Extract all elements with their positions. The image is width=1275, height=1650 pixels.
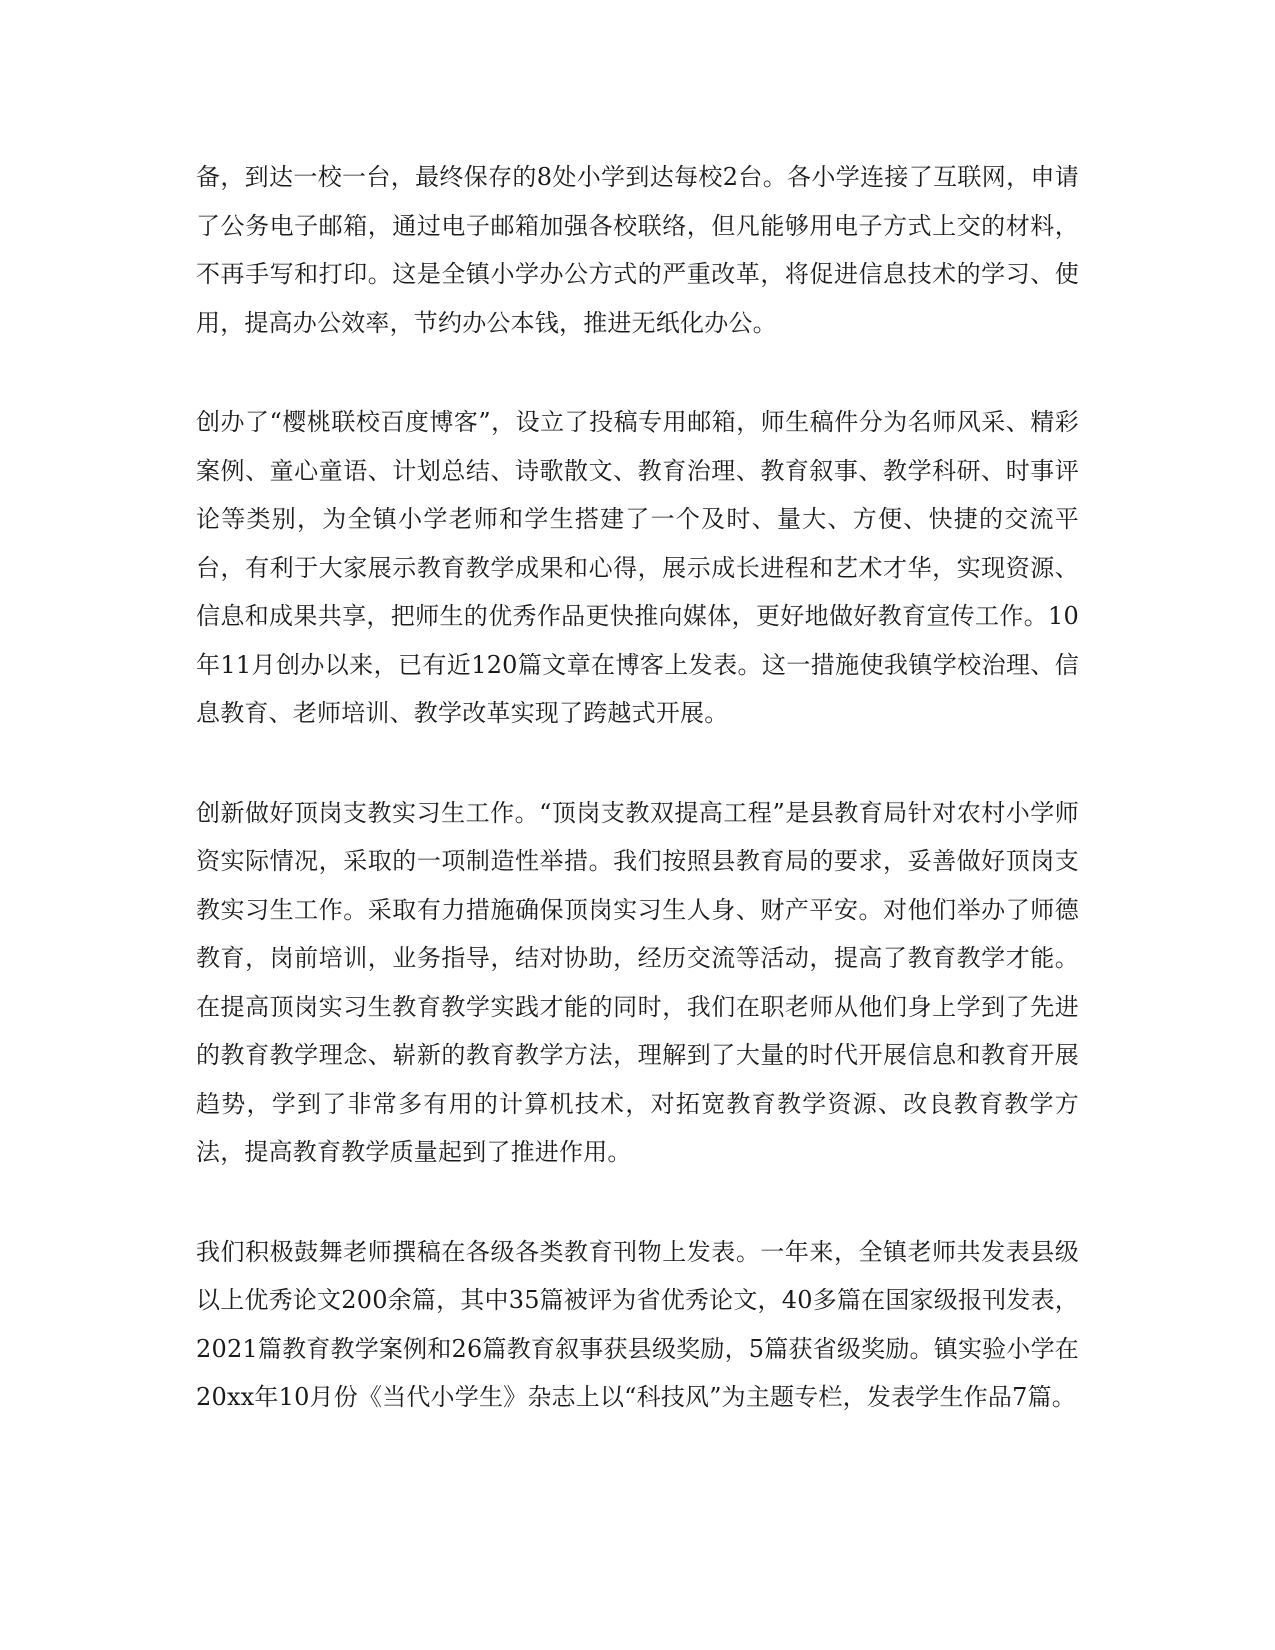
paragraph-3: 创新做好顶岗支教实习生工作。“顶岗支教双提高工程”是县教育局针对农村小学师资实际情况，采取的一项制造性举措。我们按照县教育局的要求，妥善做好顶岗支教实习生工作。采取有力措施确保顶岗实习生人身、财产平安。对他们举办了师德教育，岗前培训，业务指导，结对协助，经历交流等活动，提高了教育教学才能。在提高顶岗实习生教育教学实践才能的同时，我们在职老师从他们身上学到了先进的教育教学理念、崭新的教育教学方法，理解到了大量的时代开展信息和教育开展趋势，学到了非常多有用的计算机技术，对拓宽教育教学资源、改良教育教学方法，提高教育教学质量起到了推进作用。	[196, 798, 1079, 1166]
paragraph-2: 创办了“樱桃联校百度博客”，设立了投稿专用邮箱，师生稿件分为名师风采、精彩案例、童心童语、计划总结、诗歌散文、教育治理、教育叙事、教学科研、时事评论等类别，为全镇小学老师和学生搭建了一个及时、量大、方便、快捷的交流平台，有利于大家展示教育教学成果和心得，展示成长进程和艺术才华，实现资源、信息和成果共享，把师生的优秀作品更快推向媒体，更好地做好教育宣传工作。10年11月创办以来，已有近120篇文章在博客上发表。这一措施使我镇学校治理、信息教育、老师培训、教学改革实现了跨越式开展。	[196, 408, 1079, 727]
paragraph-4: 我们积极鼓舞老师撰稿在各级各类教育刊物上发表。一年来，全镇老师共发表县级以上优秀论文200余篇，其中35篇被评为省优秀论文，40多篇在国家级报刊发表，2021篇教育教学案例和26篇教育叙事获县级奖励，5篇获省级奖励。镇实验小学在20xx年10月份《当代小学生》杂志上以“科技风”为主题专栏，发表学生作品7篇。	[196, 1237, 1079, 1411]
document-body	[196, 153, 1079, 1473]
paragraph-1: 备，到达一校一台，最终保存的8处小学到达每校2台。各小学连接了互联网，申请了公务电子邮箱，通过电子邮箱加强各校联络，但凡能够用电子方式上交的材料，不再手写和打印。这是全镇小学办公方式的严重改革，将促进信息技术的学习、使用，提高办公效率，节约办公本钱，推进无纸化办公。	[196, 163, 1079, 337]
